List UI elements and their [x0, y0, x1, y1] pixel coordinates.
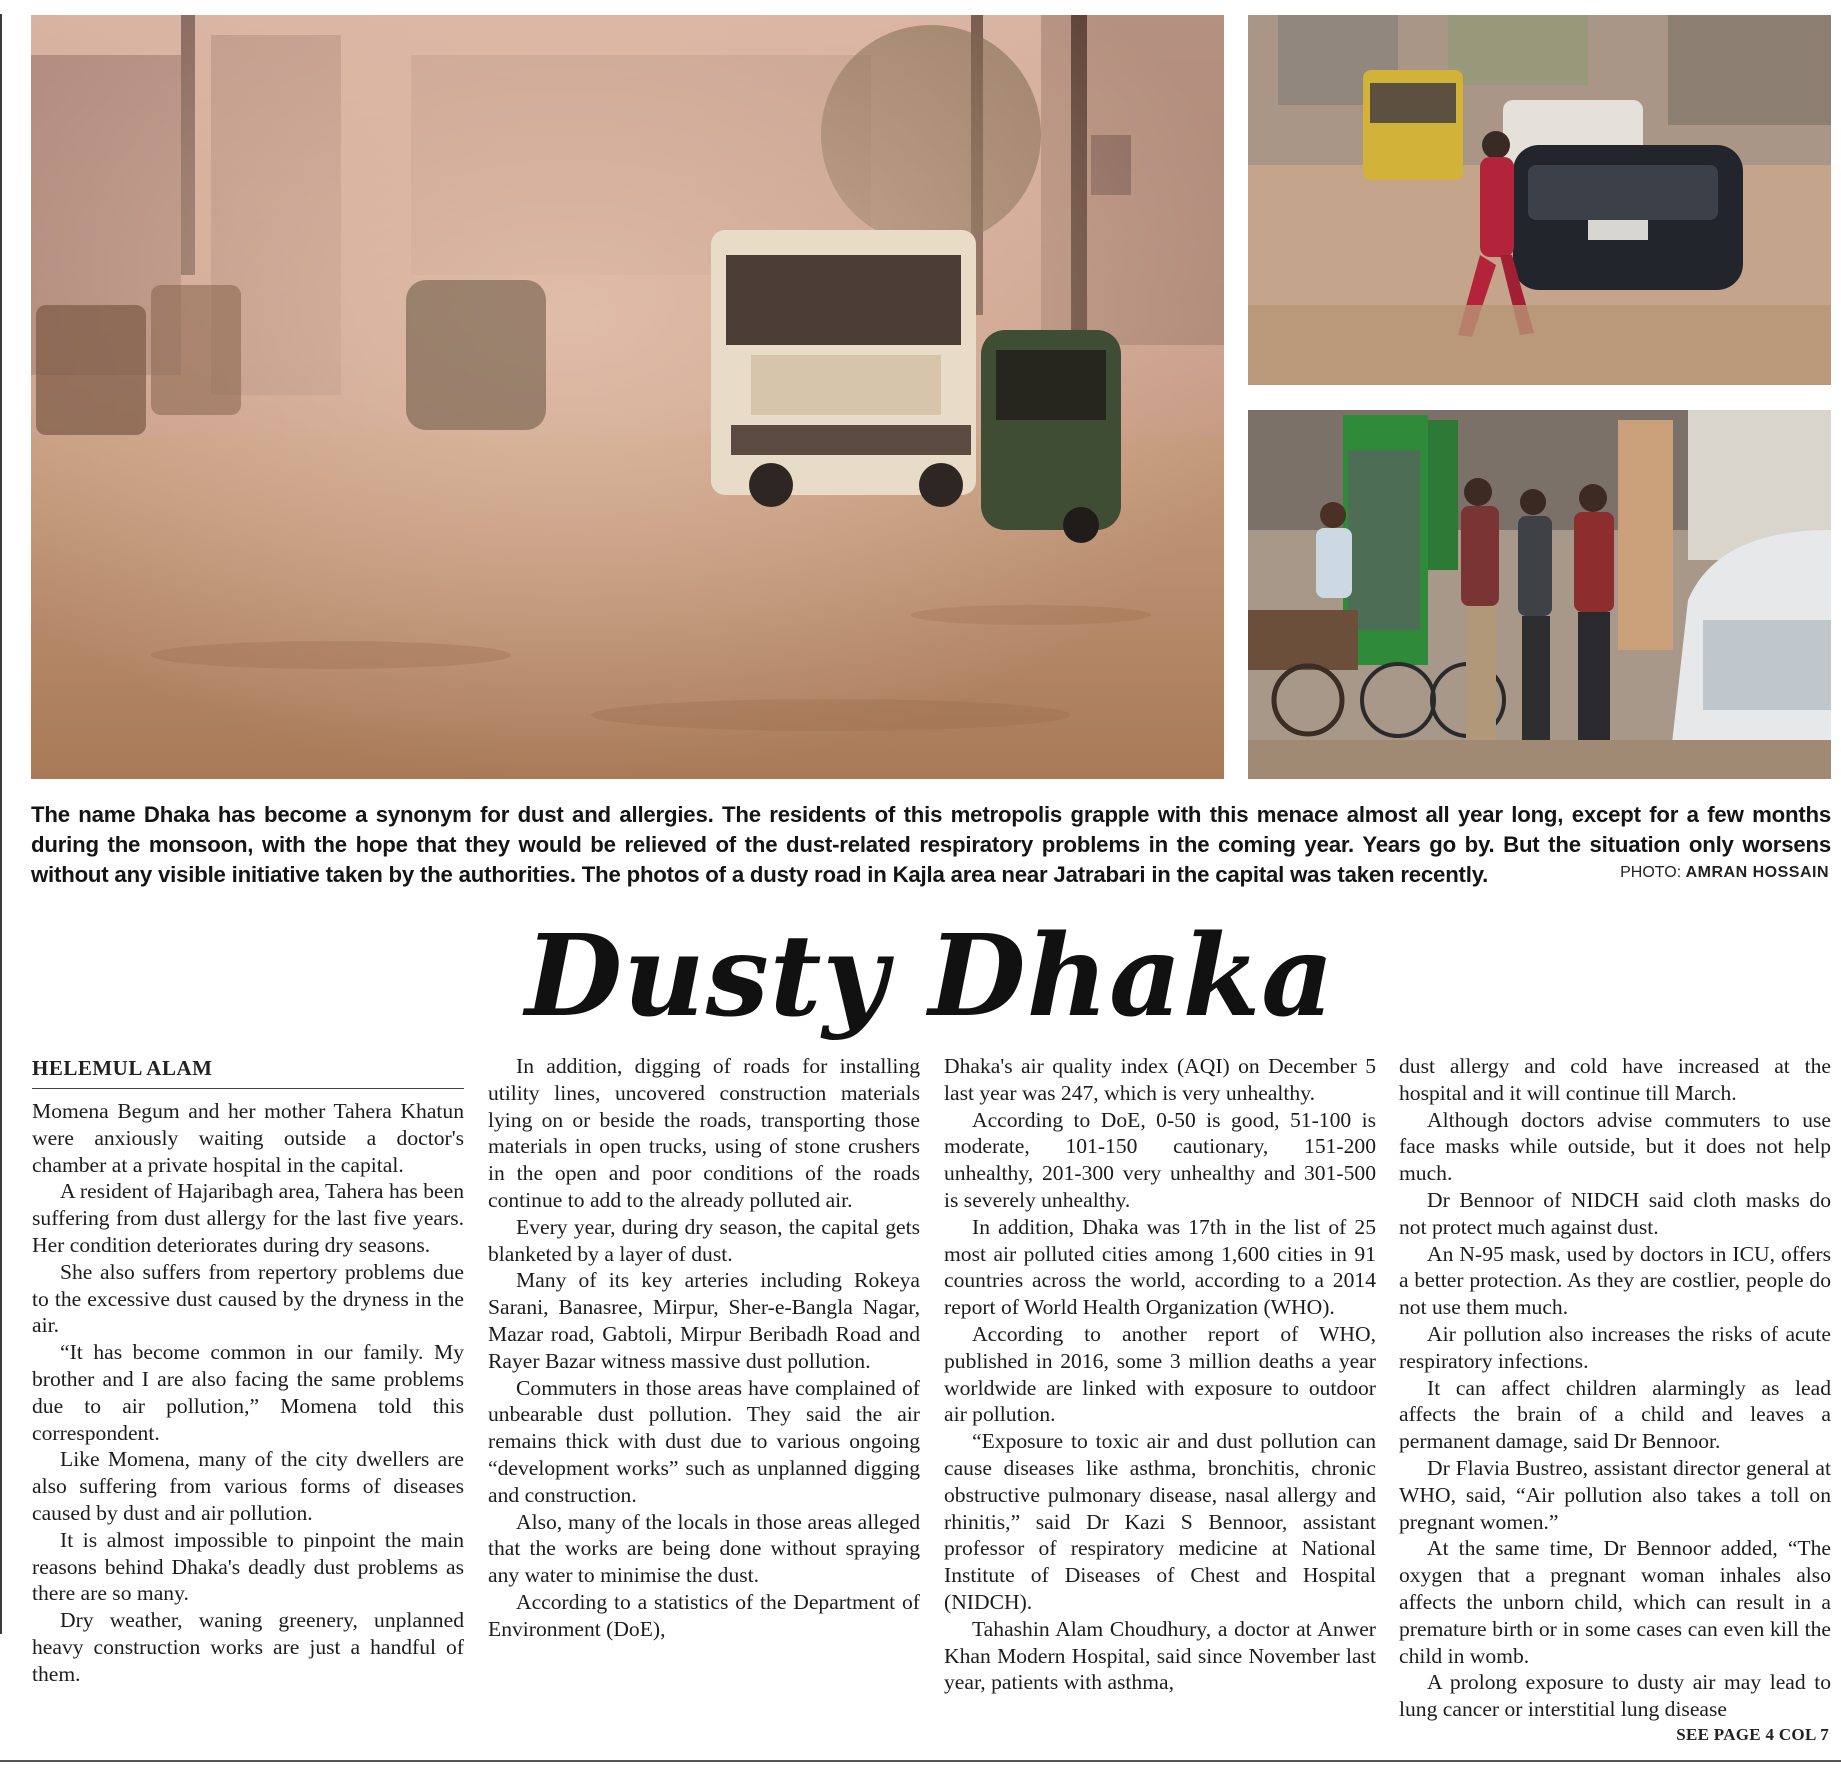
paragraph: According to DoE, 0-50 is good, 51-100 is moderate, 101-150 cautionary, 151-200 unhealthy, 201-300 very unhealthy and 301-500 is severely unhealthy.	[944, 1107, 1376, 1212]
paragraph: At the same time, Dr Bennoor added, “The oxygen that a pregnant woman inhales also affects the unborn child, which can result in a premature birth or in some cases can even kill the child in womb.	[1399, 1536, 1831, 1668]
paragraph: dust allergy and cold have increased at the hospital and it will continue till March.	[1399, 1054, 1831, 1105]
paragraph: “Exposure to toxic air and dust pollution can cause diseases like asthma, bronchitis, chronic obstructive pulmonary disease, nasal allergy and rhinitis,” said Dr Kazi S Bennoor, assistant professor of respiratory medicine at National Institute of Diseases of Chest and Hospital (NIDCH).	[944, 1429, 1376, 1614]
paragraph: It is almost impossible to pinpoint the main reasons behind Dhaka's deadly dust problems as there are so many.	[32, 1527, 464, 1606]
top-right-photo-image	[1248, 15, 1831, 385]
paragraph: “It has become common in our family. My brother and I are also facing the same problems due to air pollution,” Momena told this correspondent.	[32, 1340, 464, 1445]
bottom-right-photo-image	[1248, 410, 1831, 779]
article-column-2	[488, 1053, 920, 1753]
paragraph: She also suffers from repertory problems due to the excessive dust caused by the dryness in the air.	[32, 1259, 464, 1338]
photo-people-with-masks	[1248, 410, 1831, 779]
paragraph: Dry weather, waning greenery, unplanned heavy construction works are just a handful of them.	[32, 1608, 464, 1686]
paragraph: Commuters in those areas have complained of unbearable dust pollution. They said the air remains thick with dust due to various ongoing “development works” such as unplanned digging and construction.	[488, 1375, 920, 1507]
paragraph: Also, many of the locals in those areas alleged that the works are being done without spraying any water to minimise the dust.	[488, 1509, 920, 1588]
article-column-1	[32, 1098, 464, 1746]
paragraph: Dr Bennoor of NIDCH said cloth masks do not protect much against dust.	[1399, 1187, 1831, 1239]
paragraph: Like Momena, many of the city dwellers are also suffering from various forms of diseases caused by dust and air pollution.	[32, 1447, 464, 1525]
article-column-4	[1399, 1053, 1831, 1723]
paragraph: According to another report of WHO, published in 2016, some 3 million deaths a year worldwide are linked with exposure to outdoor air pollution.	[944, 1321, 1376, 1427]
credit-name: AMRAN HOSSAIN	[1685, 864, 1829, 881]
paragraph: Tahashin Alam Choudhury, a doctor at Anwer Khan Modern Hospital, said since November last year, patients with asthma,	[944, 1616, 1376, 1695]
left-border-rule	[0, 14, 2, 1634]
paragraph: According to a statistics of the Department of Environment (DoE),	[488, 1589, 920, 1641]
paragraph: In addition, digging of roads for installing utility lines, uncovered construction materials lying on or beside the roads, transporting those materials in open trucks, using of stone crushers in the open and poor conditions of the roads continue to add to the already polluted air.	[488, 1054, 920, 1212]
credit-label: PHOTO:	[1620, 864, 1682, 881]
article-column-3	[944, 1053, 1376, 1753]
paragraph: Although doctors advise commuters to use face masks while outside, but it does not help much.	[1399, 1107, 1831, 1186]
main-photo-image	[31, 15, 1224, 779]
paragraph: A prolong exposure to dusty air may lead to lung cancer or interstitial lung disease	[1399, 1670, 1831, 1722]
photo-caption: The name Dhaka has become a synonym for dust and allergies. The residents of this metropolis grapple with this menace almost all year long, except for a few months during the monsoon, with the hope that they would be relieved of the dust-related respiratory problems in the coming year. Years go by. But the situation only worsens without any visible initiative taken by the authorities. The photos of a dusty road in Kajla area near Jatrabari in the capital was taken recently.	[31, 802, 1831, 887]
photo-credit	[1620, 864, 1829, 882]
paragraph: Dhaka's air quality index (AQI) on December 5 last year was 247, which is very unhealthy.	[944, 1054, 1376, 1105]
paragraph: Dr Flavia Bustreo, assistant director general at WHO, said, “Air pollution also takes a toll on pregnant women.”	[1399, 1455, 1831, 1534]
byline: HELEMUL ALAM	[32, 1056, 213, 1080]
continuation-link[interactable]: SEE PAGE 4 COL 7	[1676, 1725, 1829, 1744]
byline-rule	[32, 1088, 464, 1089]
paragraph: An N-95 mask, used by doctors in ICU, offers a better protection. As they are costlier, people do not use them much.	[1399, 1241, 1831, 1320]
main-photo-dusty-road	[31, 15, 1224, 779]
paragraph: A resident of Hajaribagh area, Tahera has been suffering from dust allergy for the last five years. Her condition deteriorates during dry seasons.	[32, 1179, 464, 1257]
paragraph: Air pollution also increases the risks of acute respiratory infections.	[1399, 1321, 1831, 1373]
photo-woman-walking	[1248, 15, 1831, 385]
paragraph: Many of its key arteries including Rokeya Sarani, Banasree, Mirpur, Sher-e-Bangla Nagar, Mazar road, Gabtoli, Mirpur Beribadh Road and Rayer Bazar witness massive dust pollution.	[488, 1268, 920, 1373]
bottom-rule	[0, 1760, 1841, 1762]
headline: Dusty Dhaka	[525, 911, 1335, 1042]
paragraph: Momena Begum and her mother Tahera Khatun were anxiously waiting outside a doctor's chamber at a private hospital in the capital.	[32, 1099, 464, 1177]
paragraph: It can affect children alarmingly as lead affects the brain of a child and leaves a permanent damage, said Dr Bennoor.	[1399, 1375, 1831, 1454]
paragraph: Every year, during dry season, the capital gets blanketed by a layer of dust.	[488, 1214, 920, 1266]
paragraph: In addition, Dhaka was 17th in the list of 25 most air polluted cities among 1,600 cities in 91 countries across the world, according to a 2014 report of World Health Organization (WHO).	[944, 1214, 1376, 1320]
